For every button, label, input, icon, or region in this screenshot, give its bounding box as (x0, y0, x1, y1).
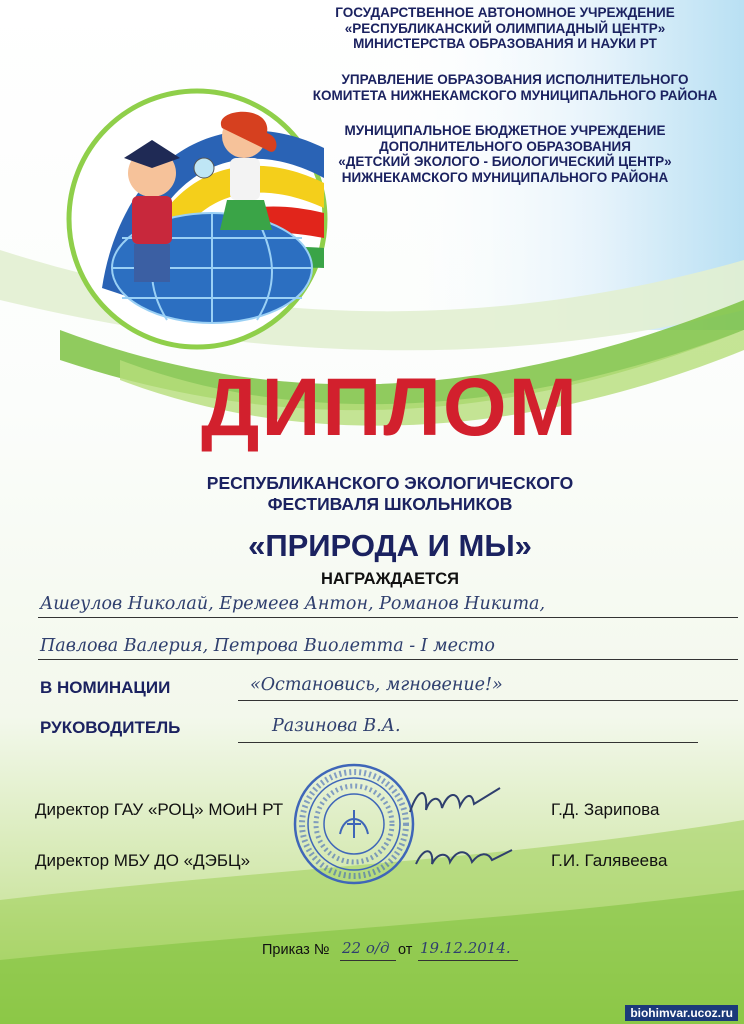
festival-name: «ПРИРОДА И МЫ» (248, 528, 532, 563)
center-logo-kids-globe (62, 88, 332, 350)
header-line: НИЖНЕКАМСКОГО МУНИЦИПАЛЬНОГО РАЙОНА (341, 169, 669, 185)
supervisor-label: РУКОВОДИТЕЛЬ (40, 718, 181, 737)
recipients-line-1: Ашеулов Николай, Еремеев Антон, Романов Никита, (40, 594, 546, 614)
order-date-underline (418, 960, 518, 961)
order-prefix: Приказ № (262, 942, 330, 958)
header-line: «РЕСПУБЛИКАНСКИЙ ОЛИМПИАДНЫЙ ЦЕНТР» (344, 20, 666, 36)
festival-subtitle (110, 473, 670, 515)
awarded-label: НАГРАЖДАЕТСЯ (320, 570, 460, 588)
order-number-underline (340, 960, 396, 961)
header-line: КОМИТЕТА НИЖНЕКАМСКОГО МУНИЦИПАЛЬНОГО РАЙОНА (312, 87, 718, 103)
signature-role-1: Директор ГАУ «РОЦ» МОиН РТ (35, 800, 284, 819)
signature-role-2: Директор МБУ ДО «ДЭБЦ» (35, 851, 251, 870)
recipients-line-2: Павлова Валерия, Петрова Виолетта - I место (40, 636, 495, 656)
header-org-3 (300, 123, 710, 185)
header-line: ГОСУДАРСТВЕННОЕ АВТОНОМНОЕ УЧРЕЖДЕНИЕ (335, 5, 675, 20)
signature-name-2: Г.И. Галявеева (551, 851, 668, 870)
order-number: 22 о/д (342, 939, 390, 957)
diploma-title: ДИПЛОМ (201, 362, 579, 453)
official-stamp (292, 762, 416, 886)
watermark: biohimvar.ucoz.ru (625, 1005, 738, 1021)
signature-name-1: Г.Д. Зарипова (551, 800, 660, 819)
order-from: от (398, 942, 413, 958)
header-line: ДОПОЛНИТЕЛЬНОГО ОБРАЗОВАНИЯ (379, 138, 631, 154)
supervisor-value: Разинова В.А. (272, 716, 401, 736)
header-line: «ДЕТСКИЙ ЭКОЛОГО - БИОЛОГИЧЕСКИЙ ЦЕНТР» (338, 154, 672, 169)
header-line: УПРАВЛЕНИЕ ОБРАЗОВАНИЯ ИСПОЛНИТЕЛЬНОГО (341, 72, 689, 87)
header-org-1 (300, 5, 710, 52)
header-line: МУНИЦИПАЛЬНОЕ БЮДЖЕТНОЕ УЧРЕЖДЕНИЕ (344, 123, 666, 138)
handwritten-signature (400, 782, 510, 828)
recipient-underline (38, 659, 738, 660)
handwritten-signature (408, 838, 518, 878)
nomination-label: В НОМИНАЦИИ (40, 678, 171, 697)
subtitle-line: РЕСПУБЛИКАНСКОГО ЭКОЛОГИЧЕСКОГО (206, 473, 574, 493)
order-date: 19.12.2014. (420, 939, 511, 957)
recipient-underline (38, 617, 738, 618)
header-line: МИНИСТЕРСТВА ОБРАЗОВАНИЯ И НАУКИ РТ (353, 36, 657, 51)
header-org-2 (300, 72, 730, 103)
subtitle-line: ФЕСТИВАЛЯ ШКОЛЬНИКОВ (267, 494, 513, 514)
supervisor-underline (238, 742, 698, 743)
nomination-underline (238, 700, 738, 701)
nomination-value: «Остановись, мгновение!» (250, 675, 503, 695)
